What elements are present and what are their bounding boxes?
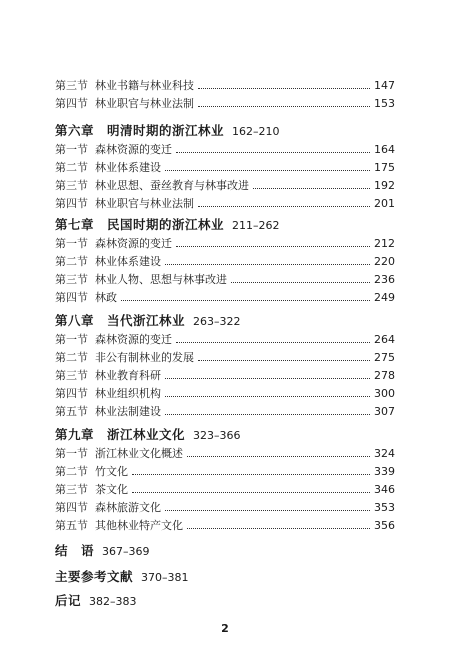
section-label: 第二节 [55, 465, 88, 478]
section-title: 林业法制建设 [95, 405, 161, 418]
section-label: 第二节 [55, 255, 88, 268]
page-ref: 153 [374, 97, 395, 110]
page-ref: 346 [374, 483, 395, 496]
section-title: 非公有制林业的发展 [95, 351, 194, 364]
chapter-heading [55, 122, 280, 140]
section-title: 林政 [95, 291, 117, 304]
section-title: 森林资源的变迁 [95, 333, 172, 346]
backmatter-heading [55, 568, 189, 586]
dot-leader [165, 368, 370, 379]
backmatter-heading [55, 592, 137, 610]
page-ref: 307 [374, 405, 395, 418]
page-ref: 275 [374, 351, 395, 364]
section-label: 第三节 [55, 483, 88, 496]
backmatter-range: 382–383 [89, 595, 137, 608]
toc-entry [55, 272, 395, 288]
section-label: 第三节 [55, 369, 88, 382]
section-label: 第一节 [55, 237, 88, 250]
section-label: 第三节 [55, 179, 88, 192]
toc-entry [55, 178, 395, 194]
section-title: 其他林业特产文化 [95, 519, 183, 532]
backmatter-title: 后记 [55, 593, 82, 608]
chapter-range: 162–210 [232, 125, 280, 138]
section-title: 浙江林业文化概述 [95, 447, 183, 460]
dot-leader [165, 386, 370, 397]
section-label: 第二节 [55, 351, 88, 364]
page-ref: 201 [374, 197, 395, 210]
backmatter-range: 370–381 [141, 571, 189, 584]
toc-entry [55, 196, 395, 212]
page-ref: 278 [374, 369, 395, 382]
section-title: 森林资源的变迁 [95, 143, 172, 156]
section-title: 林业书籍与林业科技 [95, 79, 194, 92]
chapter-range: 323–366 [193, 429, 241, 442]
chapter-range: 211–262 [232, 219, 280, 232]
dot-leader [121, 290, 370, 301]
section-title: 林业组织机构 [95, 387, 161, 400]
toc-entry [55, 368, 395, 384]
section-title: 茶文化 [95, 483, 128, 496]
chapter-title: 第六章 明清时期的浙江林业 [55, 123, 225, 138]
backmatter-range: 367–369 [102, 545, 150, 558]
section-title: 林业职官与林业法制 [95, 197, 194, 210]
page-ref: 353 [374, 501, 395, 514]
section-label: 第四节 [55, 291, 88, 304]
backmatter-title: 主要参考文献 [55, 569, 134, 584]
chapter-heading [55, 312, 241, 330]
dot-leader [198, 96, 370, 107]
section-title: 林业职官与林业法制 [95, 97, 194, 110]
section-label: 第五节 [55, 405, 88, 418]
section-title: 林业体系建设 [95, 255, 161, 268]
section-label: 第一节 [55, 143, 88, 156]
section-title: 森林旅游文化 [95, 501, 161, 514]
page-ref: 264 [374, 333, 395, 346]
section-title: 森林资源的变迁 [95, 237, 172, 250]
section-label: 第五节 [55, 519, 88, 532]
section-label: 第四节 [55, 97, 88, 110]
dot-leader [176, 332, 370, 343]
toc-entry [55, 254, 395, 270]
section-title: 林业教育科研 [95, 369, 161, 382]
dot-leader [165, 404, 370, 415]
chapter-heading [55, 216, 280, 234]
section-title: 竹文化 [95, 465, 128, 478]
backmatter-title: 结 语 [55, 543, 95, 558]
toc-entry [55, 404, 395, 420]
section-label: 第三节 [55, 273, 88, 286]
toc-entry [55, 142, 395, 158]
page-ref: 147 [374, 79, 395, 92]
dot-leader [165, 500, 370, 511]
dot-leader [187, 446, 370, 457]
chapter-title: 第七章 民国时期的浙江林业 [55, 217, 225, 232]
dot-leader [198, 78, 370, 89]
section-title: 林业思想、蚕丝教育与林事改进 [95, 179, 249, 192]
toc-entry [55, 332, 395, 348]
section-label: 第一节 [55, 333, 88, 346]
section-label: 第二节 [55, 161, 88, 174]
chapter-title: 第八章 当代浙江林业 [55, 313, 186, 328]
toc-entry [55, 500, 395, 516]
dot-leader [132, 464, 370, 475]
page-ref: 220 [374, 255, 395, 268]
section-label: 第四节 [55, 501, 88, 514]
dot-leader [253, 178, 370, 189]
dot-leader [176, 142, 370, 153]
toc-entry [55, 482, 395, 498]
section-label: 第一节 [55, 447, 88, 460]
toc-entry [55, 518, 395, 534]
dot-leader [231, 272, 370, 283]
page-ref: 339 [374, 465, 395, 478]
toc-entry [55, 236, 395, 252]
page-ref: 300 [374, 387, 395, 400]
section-title: 林业人物、思想与林事改进 [95, 273, 227, 286]
page-ref: 249 [374, 291, 395, 304]
chapter-heading [55, 426, 241, 444]
section-label: 第四节 [55, 197, 88, 210]
page-ref: 324 [374, 447, 395, 460]
page-ref: 192 [374, 179, 395, 192]
section-label: 第三节 [55, 79, 88, 92]
toc-entry [55, 464, 395, 480]
page-ref: 164 [374, 143, 395, 156]
toc-entry [55, 78, 395, 94]
toc-entry [55, 350, 395, 366]
dot-leader [198, 350, 370, 361]
dot-leader [165, 254, 370, 265]
chapter-range: 263–322 [193, 315, 241, 328]
section-label: 第四节 [55, 387, 88, 400]
dot-leader [187, 518, 370, 529]
dot-leader [176, 236, 370, 247]
toc-entry [55, 160, 395, 176]
dot-leader [165, 160, 370, 171]
dot-leader [132, 482, 370, 493]
toc-entry [55, 446, 395, 462]
toc-entry [55, 386, 395, 402]
section-title: 林业体系建设 [95, 161, 161, 174]
dot-leader [198, 196, 370, 207]
page-ref: 212 [374, 237, 395, 250]
backmatter-heading [55, 542, 150, 560]
page-ref: 356 [374, 519, 395, 532]
toc-entry [55, 290, 395, 306]
chapter-title: 第九章 浙江林业文化 [55, 427, 186, 442]
page-ref: 236 [374, 273, 395, 286]
toc-entry [55, 96, 395, 112]
page-ref: 175 [374, 161, 395, 174]
page-number: 2 [221, 622, 229, 635]
